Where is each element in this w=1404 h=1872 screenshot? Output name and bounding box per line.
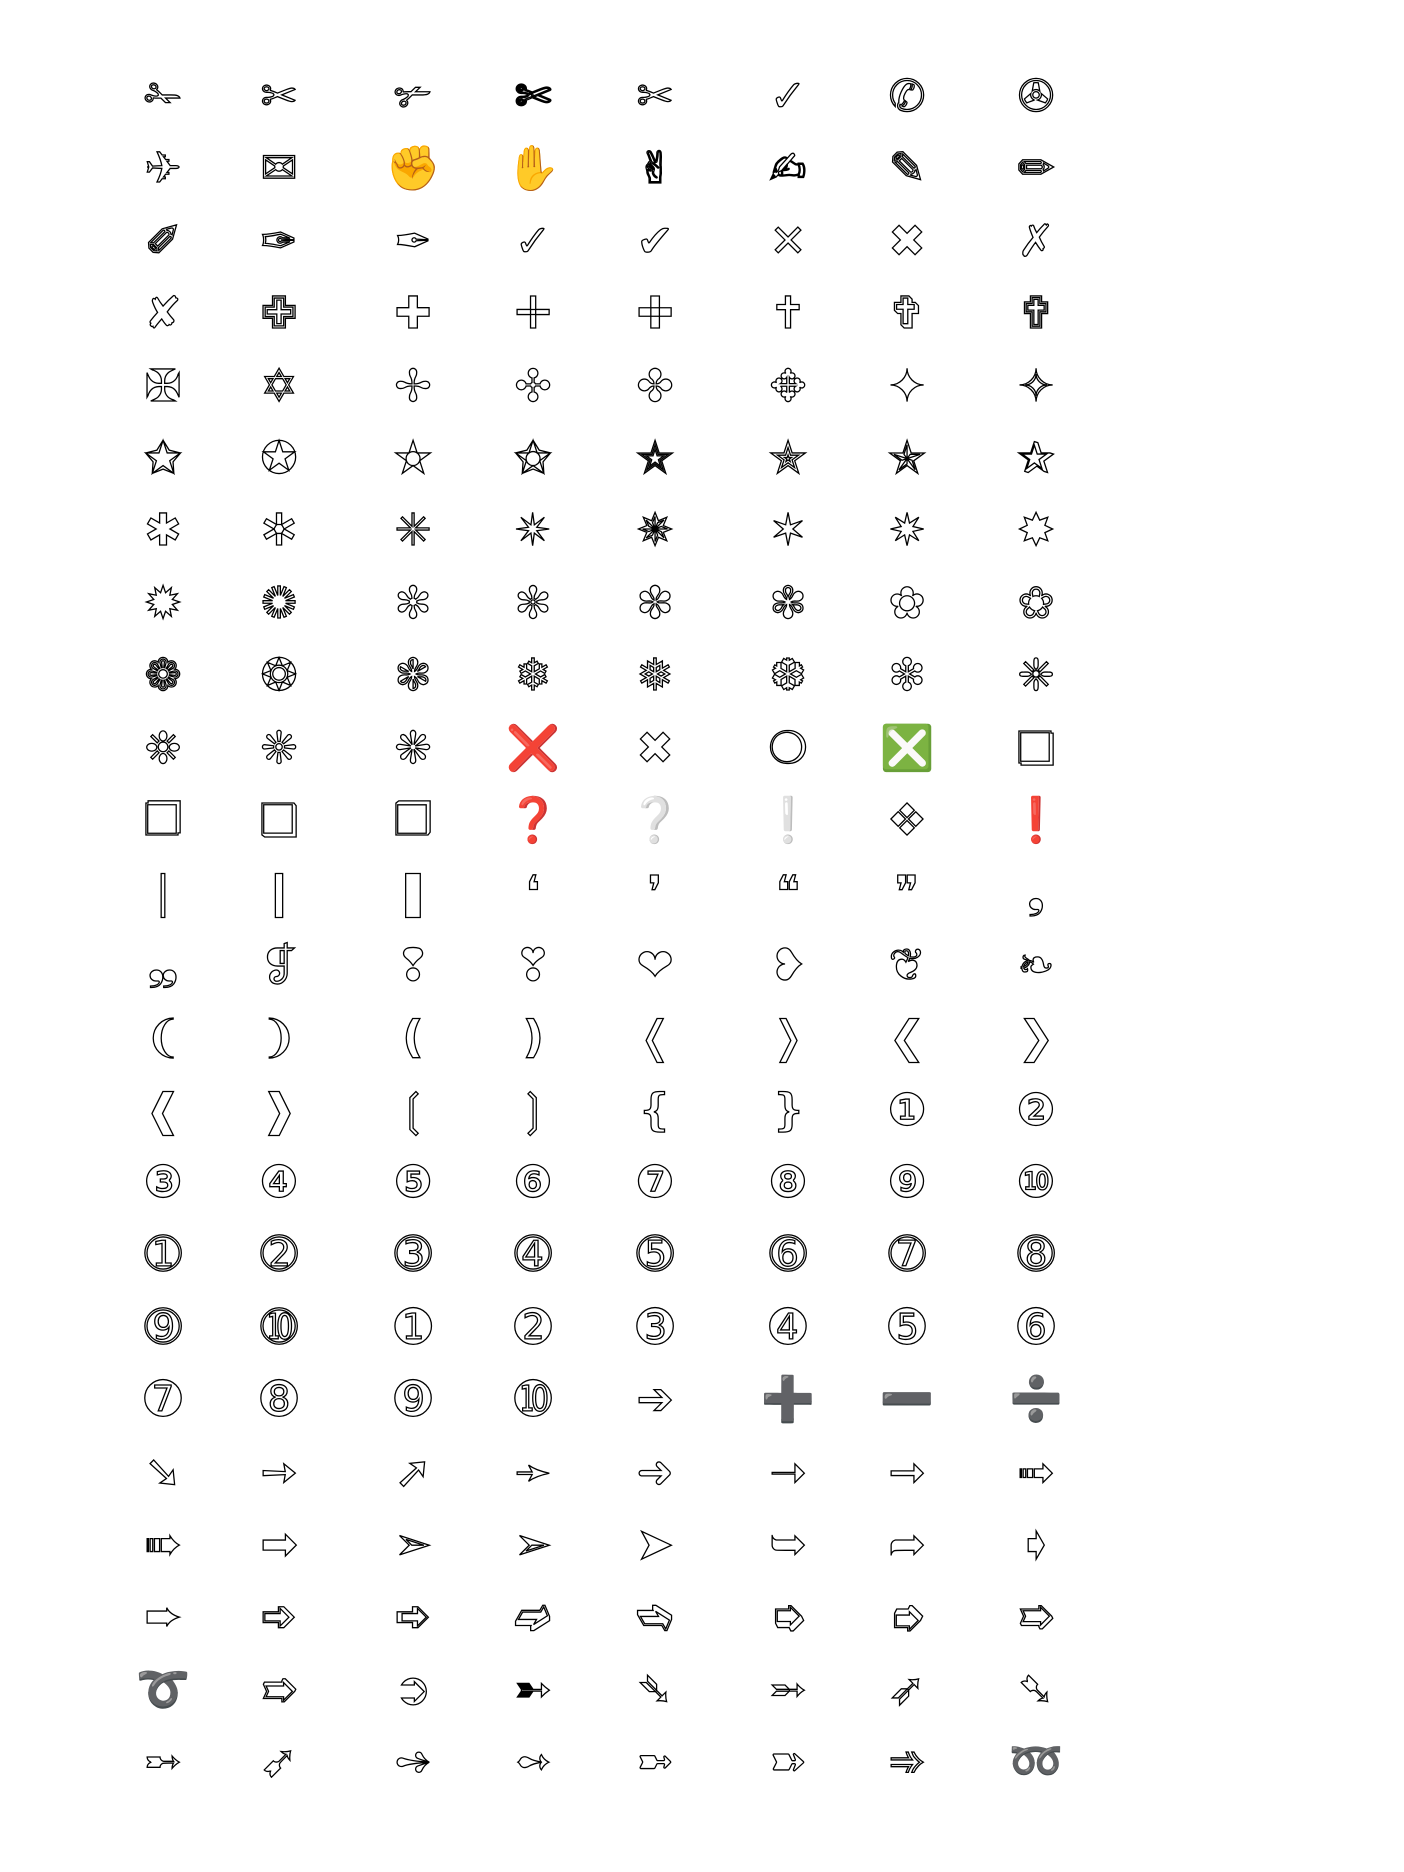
dingbat-glyph: ➓ xyxy=(514,1374,552,1426)
dingbat-glyph: ➊ xyxy=(394,1301,432,1353)
dingbat-glyph: ✐ xyxy=(144,215,182,267)
dingbat-glyph: ➬ xyxy=(636,1591,674,1643)
dingbat-glyph: ➫ xyxy=(514,1591,552,1643)
dingbat-glyph: ✥ xyxy=(769,360,807,412)
dingbat-glyph: ❉ xyxy=(144,722,182,774)
dingbat-glyph: ✼ xyxy=(514,577,552,629)
dingbat-glyph: ❻ xyxy=(513,1157,553,1208)
dingbat-glyph: ❜ xyxy=(647,867,663,919)
dingbat-glyph: ✓ xyxy=(769,71,807,122)
dingbat-glyph: ➲ xyxy=(394,1663,432,1715)
dingbat-glyph: ✜ xyxy=(636,288,674,340)
dingbat-glyph: ❲ xyxy=(394,1084,432,1136)
dingbat-glyph: ❋ xyxy=(394,722,432,774)
dingbat-glyph: ❰ xyxy=(144,1084,182,1136)
dingbat-glyph: ✱ xyxy=(144,505,182,557)
dingbat-glyph: ❶ xyxy=(887,1084,927,1136)
dingbat-glyph: ➏ xyxy=(1017,1301,1055,1353)
dingbat-glyph: ❫ xyxy=(514,1012,552,1064)
dingbat-glyph: ❁ xyxy=(144,650,182,702)
dingbat-glyph: ➼ xyxy=(636,1736,674,1788)
dingbat-glyph: ✄ xyxy=(514,71,552,122)
dingbat-glyph: ❃ xyxy=(394,650,432,702)
dingbat-glyph: ✤ xyxy=(636,360,674,412)
dingbat-glyph: ✯ xyxy=(888,433,926,484)
dingbat-glyph: ❂ xyxy=(260,650,298,702)
dingbat-glyph: ➉ xyxy=(260,1301,298,1353)
dingbat-glyph: ✸ xyxy=(1017,505,1055,557)
dingbat-glyph: ✔ xyxy=(636,215,674,267)
dingbat-glyph: ❪ xyxy=(394,1012,432,1064)
dingbat-glyph: ❙ xyxy=(260,867,298,919)
dingbat-glyph: ✈ xyxy=(144,143,182,195)
dingbat-glyph: ❐ xyxy=(143,795,183,846)
dingbat-glyph: ➳ xyxy=(514,1663,552,1715)
dingbat-glyph: ✇ xyxy=(1017,71,1055,122)
dingbat-glyph: ➴ xyxy=(636,1663,674,1715)
dingbat-glyph: ✺ xyxy=(260,577,298,629)
dingbat-glyph: ➣ xyxy=(514,1519,552,1570)
dingbat-glyph: ➧ xyxy=(1017,1519,1055,1570)
dingbat-glyph: ✪ xyxy=(260,433,298,484)
dingbat-glyph: ❤ xyxy=(636,939,674,991)
dingbat-glyph: ✝ xyxy=(769,288,807,340)
dingbat-glyph: ➯ xyxy=(1017,1591,1055,1643)
dingbat-glyph: ✏ xyxy=(1017,143,1055,195)
dingbat-glyph: ❧ xyxy=(1017,939,1055,991)
dingbat-glyph: ➍ xyxy=(769,1301,807,1353)
dingbat-glyph: ✋ xyxy=(505,143,561,195)
dingbat-glyph: ✦ xyxy=(888,360,926,412)
dingbat-glyph: ➜ xyxy=(636,1446,674,1498)
dingbat-glyph: ❞ xyxy=(895,867,919,919)
dingbat-glyph: ✒ xyxy=(394,215,432,267)
dingbat-glyph: ✣ xyxy=(514,360,552,412)
dingbat-glyph: ✘ xyxy=(144,288,182,340)
dingbat-glyph: ➖ xyxy=(879,1374,935,1426)
dingbat-glyph: ➽ xyxy=(769,1736,807,1788)
dingbat-glyph: ➶ xyxy=(888,1663,926,1715)
dingbat-glyph: ➐ xyxy=(144,1374,182,1426)
dingbat-glyph: ✿ xyxy=(888,577,926,629)
dingbat-glyph: ❵ xyxy=(769,1084,807,1136)
dingbat-glyph: ❹ xyxy=(259,1157,299,1208)
dingbat-glyph: ➹ xyxy=(260,1736,298,1788)
dingbat-glyph: ❼ xyxy=(635,1157,675,1208)
dingbat-glyph: ✚ xyxy=(394,288,432,340)
dingbat-glyph: ➒ xyxy=(394,1374,432,1426)
dingbat-glyph: ✖ xyxy=(888,215,926,267)
dingbat-glyph: ✎ xyxy=(888,143,926,195)
dingbat-glyph: ❠ xyxy=(148,939,178,991)
dingbat-glyph: ❄ xyxy=(514,650,552,702)
dingbat-glyph: ❬ xyxy=(636,1012,674,1064)
dingbat-glyph: ✬ xyxy=(514,433,552,484)
dingbat-glyph: ➻ xyxy=(514,1736,552,1788)
dingbat-glyph: ✾ xyxy=(769,577,807,629)
dingbat-glyph: ➑ xyxy=(260,1374,298,1426)
dingbat-glyph: ❥ xyxy=(769,939,807,991)
dingbat-glyph: ✍ xyxy=(769,143,807,195)
dingbat-glyph: ✓ xyxy=(514,215,552,267)
dingbat-glyph: ✛ xyxy=(514,288,552,340)
dingbat-glyph: ➠ xyxy=(144,1519,182,1570)
dingbat-glyph: ❏ xyxy=(1016,722,1056,774)
dingbat-glyph: ❣ xyxy=(514,939,552,991)
dingbat-glyph: ❀ xyxy=(1017,577,1055,629)
dingbat-glyph: ❚ xyxy=(394,867,432,919)
dingbat-glyph: ❊ xyxy=(260,722,298,774)
dingbat-glyph: ✂ xyxy=(260,71,298,122)
dingbat-glyph: ➕ xyxy=(760,1374,816,1426)
dingbat-glyph: ❎ xyxy=(879,722,935,774)
dingbat-glyph: ➔ xyxy=(636,1374,674,1426)
dingbat-glyph: ➡ xyxy=(260,1519,298,1570)
dingbat-glyph: ➥ xyxy=(769,1519,807,1570)
dingbat-glyph: ✡ xyxy=(260,360,298,412)
dingbat-glyph: ✲ xyxy=(260,505,298,557)
dingbat-glyph: ➩ xyxy=(260,1591,298,1643)
dingbat-glyph: ✳ xyxy=(394,505,432,557)
dingbat-glyph: ✙ xyxy=(260,288,298,340)
dingbat-glyph: ❇ xyxy=(888,650,926,702)
dingbat-glyph: ❕ xyxy=(760,795,816,846)
dingbat-glyph: ✊ xyxy=(385,143,441,195)
dingbat-glyph: ➀ xyxy=(144,1229,182,1281)
dingbat-glyph: ❿ xyxy=(1016,1157,1056,1208)
dingbat-glyph: ❍ xyxy=(768,722,808,774)
dingbat-glyph: ✽ xyxy=(636,577,674,629)
dingbat-glyph: ➗ xyxy=(1008,1374,1064,1426)
dingbat-glyph: ❮ xyxy=(888,1012,926,1064)
dingbat-glyph: ➢ xyxy=(394,1519,432,1570)
dingbat-glyph: ❺ xyxy=(393,1157,433,1208)
dingbat-glyph: ➭ xyxy=(769,1591,807,1643)
dingbat-glyph: ❆ xyxy=(769,650,807,702)
dingbat-glyph: ✌ xyxy=(636,143,674,195)
dingbat-glyph: ✷ xyxy=(888,505,926,557)
dingbat-glyph: ✢ xyxy=(394,360,432,412)
dingbat-glyph: ➪ xyxy=(394,1591,432,1643)
dingbat-glyph: ✖ xyxy=(636,722,674,774)
dingbat-glyph: ❔ xyxy=(627,795,683,846)
dingbat-glyph: ➅ xyxy=(769,1229,807,1281)
dingbat-glyph: ➃ xyxy=(514,1229,552,1281)
dingbat-glyph: ✵ xyxy=(636,505,674,557)
dingbat-glyph: ➦ xyxy=(888,1519,926,1570)
dingbat-glyph: ❑ xyxy=(259,795,299,846)
dingbat-glyph: ❯ xyxy=(1017,1012,1055,1064)
dingbat-glyph: ➵ xyxy=(769,1663,807,1715)
dingbat-glyph: ➁ xyxy=(260,1229,298,1281)
dingbat-glyph: ❸ xyxy=(143,1157,183,1208)
dingbat-glyph: ➇ xyxy=(1017,1229,1055,1281)
dingbat-glyph: ➞ xyxy=(888,1446,926,1498)
dingbat-glyph: ➚ xyxy=(394,1446,432,1498)
dingbat-glyph: ➨ xyxy=(144,1591,182,1643)
dingbat-glyph: ✉ xyxy=(260,143,298,195)
dingbat-glyph: ✰ xyxy=(1017,433,1055,484)
dingbat-glyph: ❽ xyxy=(768,1157,808,1208)
dingbat-glyph: ➰ xyxy=(135,1663,191,1715)
dingbat-glyph: ✗ xyxy=(1017,215,1055,267)
dingbat-glyph: ➙ xyxy=(260,1446,298,1498)
dingbat-glyph: ➎ xyxy=(888,1301,926,1353)
dingbat-glyph: ❩ xyxy=(260,1012,298,1064)
dingbat-glyph: ❢ xyxy=(394,939,432,991)
dingbat-glyph: ❛ xyxy=(525,867,541,919)
dingbat-glyph: ❅ xyxy=(636,650,674,702)
dingbat-glyph: ✃ xyxy=(394,71,432,122)
dingbat-glyph: ❾ xyxy=(887,1157,927,1208)
dingbat-glyph: ❨ xyxy=(144,1012,182,1064)
dingbat-glyph: ➸ xyxy=(144,1736,182,1788)
dingbat-glyph: ❒ xyxy=(393,795,433,846)
dingbat-glyph: ➺ xyxy=(394,1736,432,1788)
dingbat-glyph: ❳ xyxy=(514,1084,552,1136)
dingbat-glyph: ✞ xyxy=(888,288,926,340)
dingbat-glyph: ✫ xyxy=(394,433,432,484)
dingbat-glyph: ❟ xyxy=(1027,867,1045,919)
dingbat-glyph: ➘ xyxy=(144,1446,182,1498)
dingbat-glyph: ✶ xyxy=(769,505,807,557)
dingbat-glyph: ➿ xyxy=(1008,1736,1064,1788)
dingbat-glyph: ✩ xyxy=(144,433,182,484)
dingbat-glyph: ❭ xyxy=(769,1012,807,1064)
dingbat-glyph: ➂ xyxy=(394,1229,432,1281)
dingbat-glyph: ❴ xyxy=(636,1084,674,1136)
dingbat-glyph: ❓ xyxy=(505,795,561,846)
dingbat-glyph: ➆ xyxy=(888,1229,926,1281)
dingbat-glyph: ✕ xyxy=(769,215,807,267)
dingbat-glyph: ✟ xyxy=(1017,288,1055,340)
dingbat-glyph: ❦ xyxy=(888,939,926,991)
dingbat-glyph: ✻ xyxy=(394,577,432,629)
dingbat-glyph: ➤ xyxy=(636,1519,674,1570)
dingbat-glyph: ✮ xyxy=(769,433,807,484)
dingbat-glyph: ➈ xyxy=(144,1301,182,1353)
dingbat-glyph: ❘ xyxy=(144,867,182,919)
dingbat-glyph: ✭ xyxy=(636,433,674,484)
dingbat-glyph: ❌ xyxy=(505,722,561,774)
dingbat-glyph: ➌ xyxy=(636,1301,674,1353)
dingbat-glyph: ➛ xyxy=(514,1446,552,1498)
dingbat-glyph: ❝ xyxy=(776,867,800,919)
dingbat-glyph: ➮ xyxy=(888,1591,926,1643)
dingbat-glyph: ➝ xyxy=(769,1446,807,1498)
dingbat-glyph: ➟ xyxy=(1017,1446,1055,1498)
dingbat-glyph: ✠ xyxy=(144,360,182,412)
dingbat-glyph: ✁ xyxy=(144,71,182,122)
dingbat-glyph: ✹ xyxy=(144,577,182,629)
dingbat-glyph: ✑ xyxy=(260,215,298,267)
dingbat-glyph: ➱ xyxy=(260,1663,298,1715)
dingbat-glyph: ❱ xyxy=(260,1084,298,1136)
dingbat-glyph: ❗ xyxy=(1008,795,1064,846)
dingbat-glyph: ❖ xyxy=(887,795,927,846)
dingbat-glyph: ➾ xyxy=(888,1736,926,1788)
dingbat-glyph: ➷ xyxy=(1017,1663,1055,1715)
dingbat-glyph: ❡ xyxy=(260,939,298,991)
dingbat-glyph: ✆ xyxy=(888,71,926,122)
dingbat-glyph: ✂ xyxy=(636,71,674,122)
dingbat-glyph: ➄ xyxy=(636,1229,674,1281)
dingbat-glyph: ✧ xyxy=(1017,360,1055,412)
dingbat-glyph: ❷ xyxy=(1016,1084,1056,1136)
dingbat-glyph: ➋ xyxy=(514,1301,552,1353)
dingbat-glyph: ✴ xyxy=(514,505,552,557)
dingbat-glyph: ❈ xyxy=(1017,650,1055,702)
